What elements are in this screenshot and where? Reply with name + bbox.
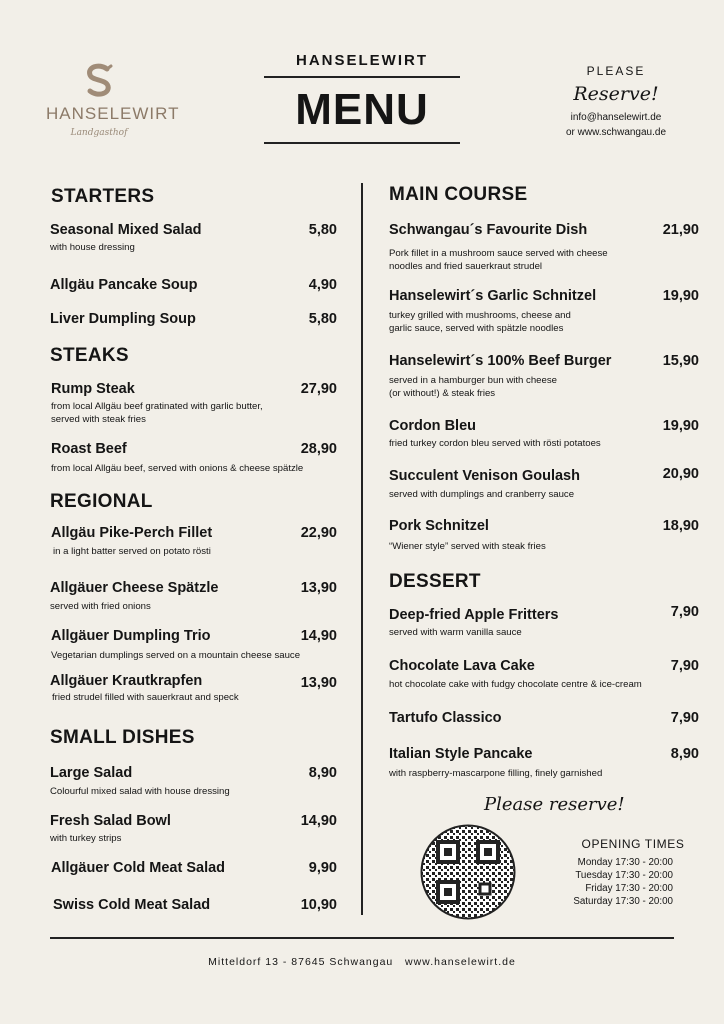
item-name: Rump Steak — [51, 381, 135, 397]
item-price: 28,90 — [300, 441, 337, 457]
item-price: 13,90 — [300, 675, 337, 691]
menu-item — [389, 222, 699, 272]
section-main-course: MAIN COURSE — [389, 184, 528, 205]
item-price: 27,90 — [300, 381, 337, 397]
footer-address: Mitteldorf 13 - 87645 Schwangau www.hanselewirt.de — [208, 956, 516, 968]
header-rule-top — [264, 76, 460, 78]
item-name: Schwangau´s Favourite Dish — [389, 222, 588, 238]
item-price: 8,90 — [308, 765, 337, 781]
item-price: 13,90 — [300, 580, 337, 596]
menu-item — [389, 604, 699, 640]
item-price: 5,80 — [308, 222, 337, 238]
item-price: 9,90 — [308, 860, 337, 876]
item-name: Allgäu Pancake Soup — [50, 277, 198, 293]
section-small-dishes: SMALL DISHES — [50, 727, 195, 748]
menu-item — [50, 765, 337, 801]
opening-row: Friday 17:30 - 20:00 — [585, 883, 673, 894]
item-description: from local Allgäu beef, served with onions & cheese spätzle — [51, 463, 304, 474]
item-description: Pork fillet in a mushroom sauce served with cheese — [389, 248, 608, 259]
item-description: served with fried onions — [50, 601, 151, 612]
please-reserve-script: Please reserve! — [484, 794, 625, 815]
reserve-box — [548, 64, 684, 140]
menu-header — [264, 52, 460, 151]
item-name: Cordon Bleu — [389, 418, 476, 434]
item-price: 4,90 — [308, 277, 337, 293]
item-name: Large Salad — [50, 765, 133, 781]
menu-item — [50, 277, 337, 297]
item-name: Hanselewirt´s 100% Beef Burger — [389, 353, 612, 369]
brand-name: HANSELEWIRT — [46, 104, 180, 123]
item-name: Hanselewirt´s Garlic Schnitzel — [389, 288, 597, 304]
item-price: 10,90 — [300, 897, 337, 913]
qr-code-icon — [420, 824, 516, 920]
item-name: Italian Style Pancake — [389, 746, 533, 762]
menu-item — [389, 353, 699, 401]
item-price: 7,90 — [670, 658, 699, 674]
opening-times — [560, 837, 706, 908]
item-name: Pork Schnitzel — [389, 518, 489, 534]
menu-title: MENU — [295, 85, 429, 134]
item-name: Chocolate Lava Cake — [389, 658, 535, 674]
opening-row: Monday 17:30 - 20:00 — [577, 857, 673, 868]
menu-item — [50, 673, 337, 707]
menu-item — [389, 288, 699, 336]
item-price: 20,90 — [662, 466, 699, 482]
footer-rule — [50, 937, 674, 939]
item-price: 7,90 — [670, 604, 699, 620]
brand-subtitle: Landgasthof — [70, 128, 128, 138]
item-name: Fresh Salad Bowl — [50, 813, 171, 829]
item-name: Allgäuer Cold Meat Salad — [51, 860, 226, 876]
opening-times-title: OPENING TIMES — [581, 837, 685, 851]
item-description: from local Allgäu beef gratinated with garlic butter, — [51, 401, 263, 412]
menu-item — [50, 222, 337, 258]
item-price: 22,90 — [300, 525, 337, 541]
menu-item — [389, 710, 699, 730]
item-description: with house dressing — [50, 242, 135, 253]
item-name: Allgäuer Krautkrapfen — [50, 673, 203, 689]
item-description: Vegetarian dumplings served on a mountain cheese sauce — [51, 650, 301, 661]
contact-website[interactable]: or www.schwangau.de — [565, 127, 667, 138]
header-rule-bottom — [264, 142, 460, 144]
menu-item — [51, 525, 337, 561]
item-name: Allgäu Pike-Perch Fillet — [51, 525, 213, 541]
menu-item — [51, 381, 337, 427]
item-description: garlic sauce, served with spätzle noodles — [389, 323, 564, 334]
item-description: served in a hamburger bun with cheese — [389, 375, 557, 386]
menu-item — [389, 518, 699, 554]
item-description: served with steak fries — [51, 414, 146, 425]
section-starters: STARTERS — [51, 186, 155, 207]
item-description: hot chocolate cake with fudgy chocolate centre & ice-cream — [389, 679, 642, 690]
item-price: 18,90 — [662, 518, 699, 534]
item-description: served with dumplings and cranberry sauce — [389, 489, 575, 500]
section-steaks: STEAKS — [50, 345, 129, 366]
item-price: 19,90 — [662, 418, 699, 434]
section-regional: REGIONAL — [50, 491, 153, 512]
column-divider — [361, 183, 363, 915]
item-name: Deep-fried Apple Fritters — [389, 607, 559, 623]
menu-item — [51, 628, 337, 662]
item-name: Roast Beef — [51, 441, 127, 457]
item-description: with raspberry-mascarpone filling, finely garnished — [389, 768, 603, 779]
reserve-script: Reserve! — [573, 83, 659, 105]
s-swan-logo-icon — [81, 62, 117, 98]
item-name: Liver Dumpling Soup — [50, 311, 196, 327]
item-name: Seasonal Mixed Salad — [50, 222, 202, 238]
menu-item — [389, 658, 699, 692]
item-description: turkey grilled with mushrooms, cheese and — [389, 310, 571, 321]
item-name: Allgäuer Dumpling Trio — [51, 628, 211, 644]
item-price: 8,90 — [670, 746, 699, 762]
item-description: in a light batter served on potato rösti — [53, 546, 211, 557]
item-description: fried strudel filled with sauerkraut and speck — [52, 692, 239, 703]
item-description: noodles and fried sauerkraut strudel — [389, 261, 543, 272]
brand-logo — [46, 62, 180, 138]
item-price: 7,90 — [670, 710, 699, 726]
item-name: Allgäuer Cheese Spätzle — [50, 580, 219, 596]
menu-item — [51, 441, 337, 477]
item-description: (or without!) & steak fries — [389, 388, 496, 399]
menu-item — [389, 466, 699, 502]
item-price: 14,90 — [300, 813, 337, 829]
item-name: Tartufo Classico — [389, 710, 502, 726]
menu-item — [50, 580, 337, 614]
section-dessert: DESSERT — [389, 571, 481, 592]
item-description: fried turkey cordon bleu served with rösti potatoes — [389, 438, 601, 449]
item-price: 19,90 — [662, 288, 699, 304]
menu-item — [50, 813, 337, 849]
item-name: Succulent Venison Goulash — [389, 468, 580, 484]
menu-item — [50, 311, 337, 331]
menu-item — [51, 860, 337, 880]
menu-item — [53, 897, 337, 917]
opening-row: Saturday 17:30 - 20:00 — [573, 896, 673, 907]
contact-email[interactable]: info@hanselewirt.de — [570, 112, 662, 123]
item-description: Colourful mixed salad with house dressing — [50, 786, 230, 797]
item-name: Swiss Cold Meat Salad — [53, 897, 211, 913]
item-price: 15,90 — [662, 353, 699, 369]
item-price: 5,80 — [308, 311, 337, 327]
please-label: PLEASE — [586, 64, 646, 78]
qr-code[interactable] — [420, 824, 516, 920]
menu-item — [389, 418, 699, 452]
opening-row: Tuesday 17:30 - 20:00 — [575, 870, 673, 881]
item-description: served with warm vanilla sauce — [389, 627, 522, 638]
item-price: 14,90 — [300, 628, 337, 644]
menu-item — [389, 746, 699, 782]
item-description: “Wiener style” served with steak fries — [389, 541, 546, 552]
restaurant-name: HANSELEWIRT — [296, 52, 428, 69]
item-price: 21,90 — [662, 222, 699, 238]
item-description: with turkey strips — [50, 833, 122, 844]
